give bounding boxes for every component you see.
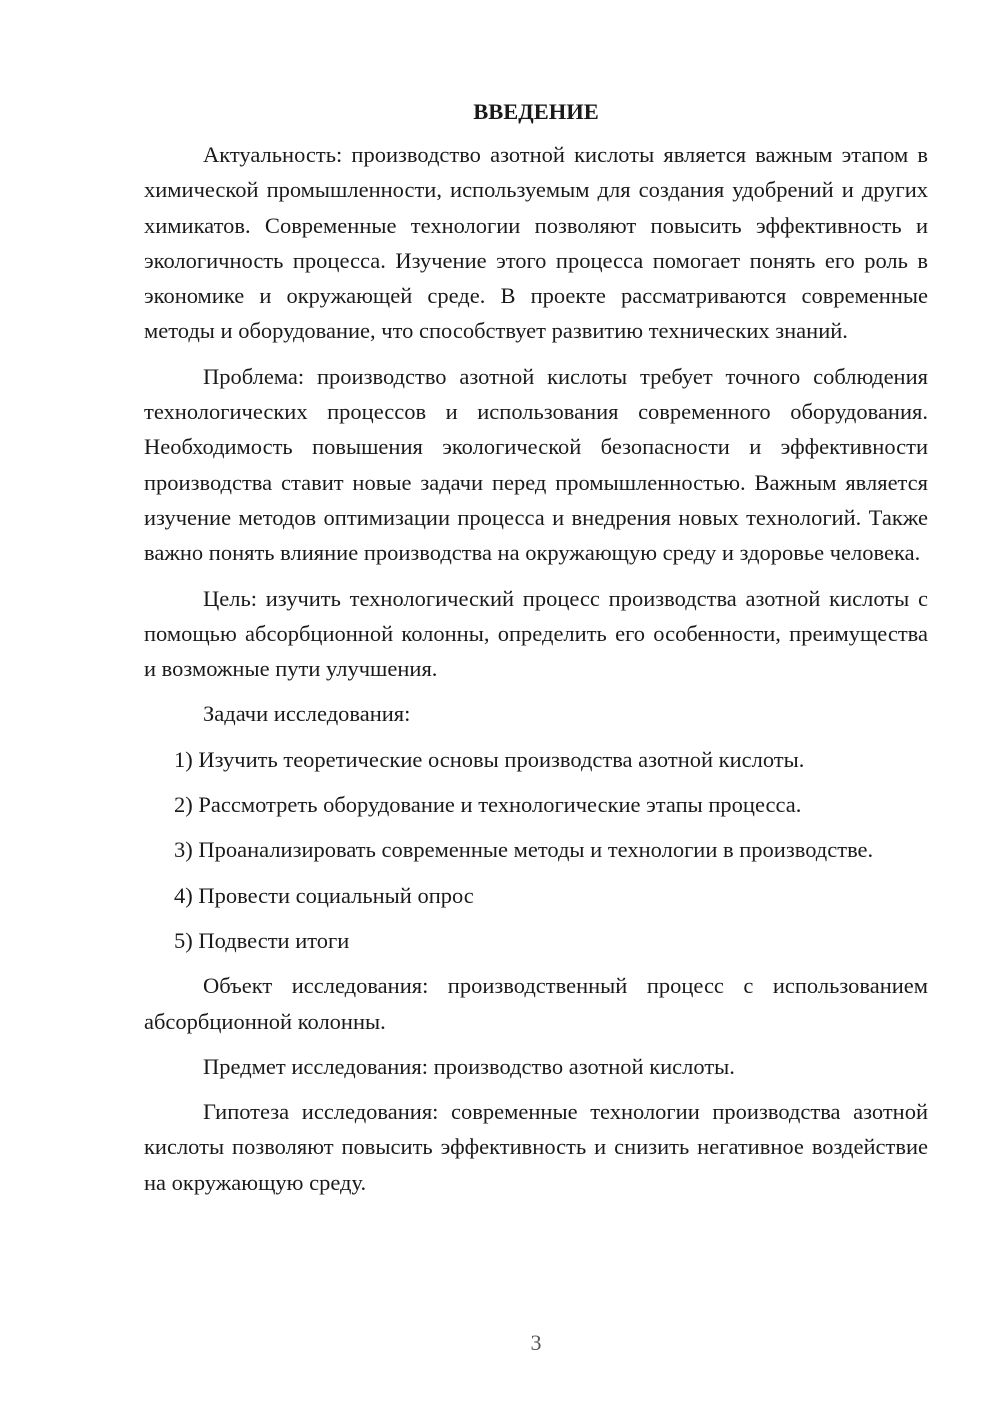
paragraph-relevance: Актуальность: производство азотной кислоты является важным этапом в химической промышленности, используемым для создания удобрений и других химикатов. Современные технологии позволяют повысить эффективность и экологичность процесса. Изучение этого процесса помогает понять его роль в экономике и окружающей среде. В проекте рассматриваются современные методы и оборудование, что способствует развитию технических знаний. — [144, 142, 928, 344]
task-item: 2) Рассмотреть оборудование и технологические этапы процесса. — [174, 792, 802, 818]
paragraph-problem: Проблема: производство азотной кислоты требует точного соблюдения технологических процессов и использования современного оборудования. Необходимость повышения экологической безопасности и эффективности производства ставит новые задачи перед промышленностью. Важным является изучение методов оптимизации процесса и внедрения новых технологий. Также важно понять влияние производства на окружающую среду и здоровье человека. — [144, 363, 928, 566]
paragraph-tasks-heading: Задачи исследования: — [203, 701, 411, 727]
paragraph-goal: Цель: изучить технологический процесс производства азотной кислоты с помощью абсорбционной колонны, определить его особенности, преимущества и возможные пути улучшения. — [144, 585, 928, 682]
task-item: 1) Изучить теоретические основы производства азотной кислоты. — [174, 746, 805, 772]
paragraph-object: Объект исследования: производственный процесс с использованием абсорбционной колонны. — [144, 973, 928, 1034]
paragraph-subject: Предмет исследования: производство азотной кислоты. — [203, 1053, 735, 1079]
paragraph-hypothesis: Гипотеза исследования: современные технологии производства азотной кислоты позволяют повысить эффективность и снизить негативное воздействие на окружающую среду. — [144, 1099, 928, 1195]
task-item: 4) Провести социальный опрос — [174, 882, 474, 908]
task-item: 5) Подвести итоги — [174, 927, 350, 953]
task-item: 3) Проанализировать современные методы и технологии в производстве. — [174, 837, 874, 863]
page-content — [144, 94, 928, 1210]
page-number: 3 — [530, 1330, 542, 1355]
section-title: ВВЕДЕНИЕ — [473, 99, 599, 124]
